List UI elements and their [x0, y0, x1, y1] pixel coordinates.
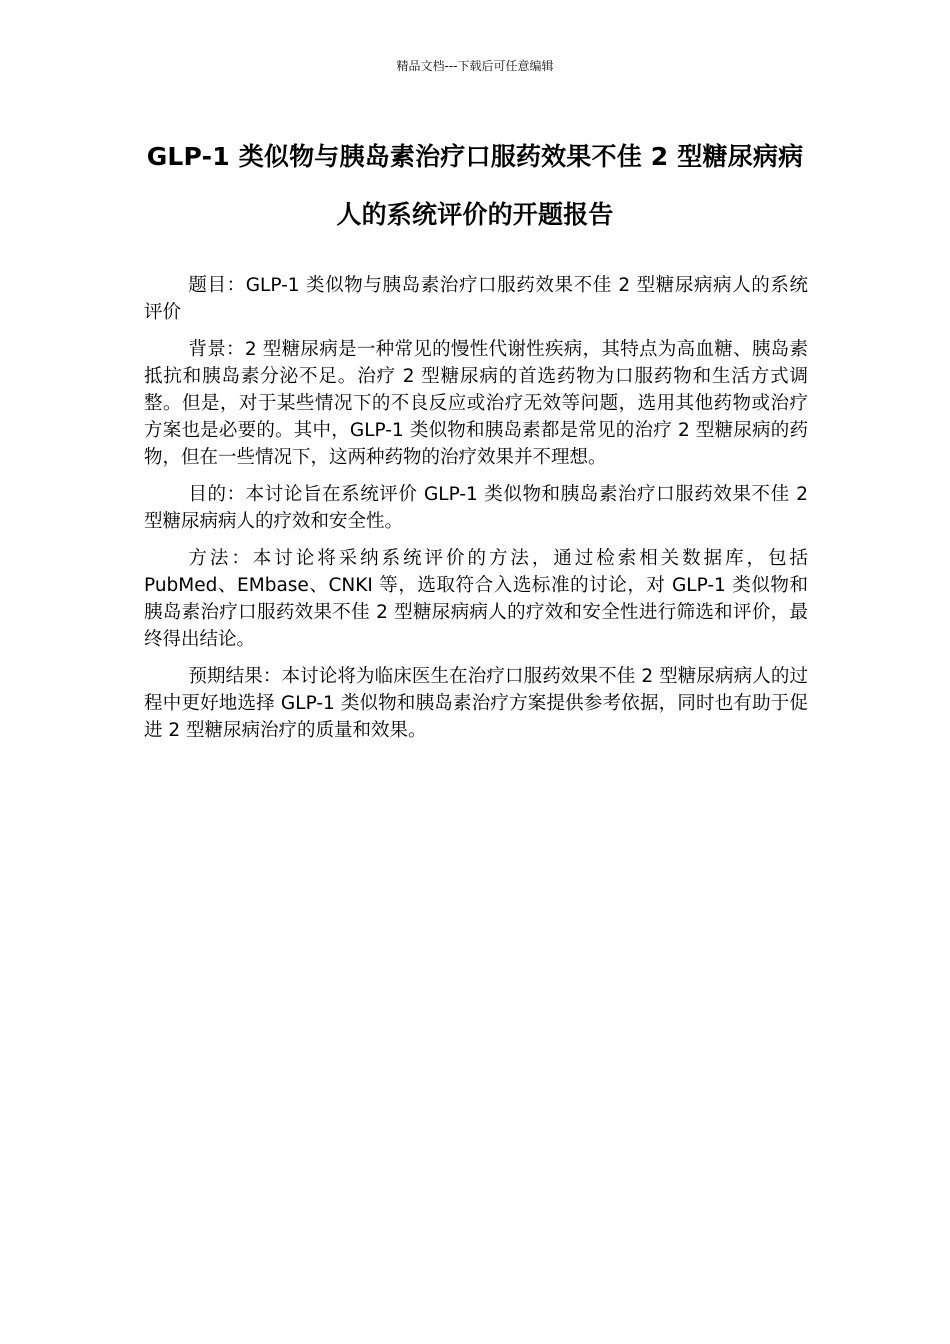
paragraph-expected-result: 预期结果：本讨论将为临床医生在治疗口服药效果不佳 2 型糖尿病病人的过程中更好地选择 GLP-1 类似物和胰岛素治疗方案提供参考依据，同时也有助于促进 2 型糖尿病治疗的质量和效果。	[144, 666, 808, 741]
document-title: GLP-1 类似物与胰岛素治疗口服药效果不佳 2 型糖尿病病人的系统评价的开题报告	[146, 142, 804, 229]
document-body	[144, 272, 808, 754]
paragraph-method: 方法：本讨论将采纳系统评价的方法，通过检索相关数据库，包括 PubMed、EMbase、CNKI 等，选取符合入选标准的讨论，对 GLP-1 类似物和胰岛素治疗口服药效果不佳 2 型糖尿病病人的疗效和安全性进行筛选和评价，最终得出结论。	[144, 548, 808, 650]
paragraph-topic: 题目：GLP-1 类似物与胰岛素治疗口服药效果不佳 2 型糖尿病病人的系统评价	[144, 275, 808, 323]
header-note: 精品文档---下载后可任意编辑	[396, 59, 554, 73]
paragraph-background: 背景：2 型糖尿病是一种常见的慢性代谢性疾病，其特点为高血糖、胰岛素抵抗和胰岛素分泌不足。治疗 2 型糖尿病的首选药物为口服药物和生活方式调整。但是，对于某些情况下的不良反应或治疗无效等问题，选用其他药物或治疗方案也是必要的。其中，GLP-1 类似物和胰岛素都是常见的治疗 2 型糖尿病的药物，但在一些情况下，这两种药物的治疗效果并不理想。	[144, 339, 808, 468]
paragraph-objective: 目的：本讨论旨在系统评价 GLP-1 类似物和胰岛素治疗口服药效果不佳 2 型糖尿病病人的疗效和安全性。	[144, 484, 808, 532]
